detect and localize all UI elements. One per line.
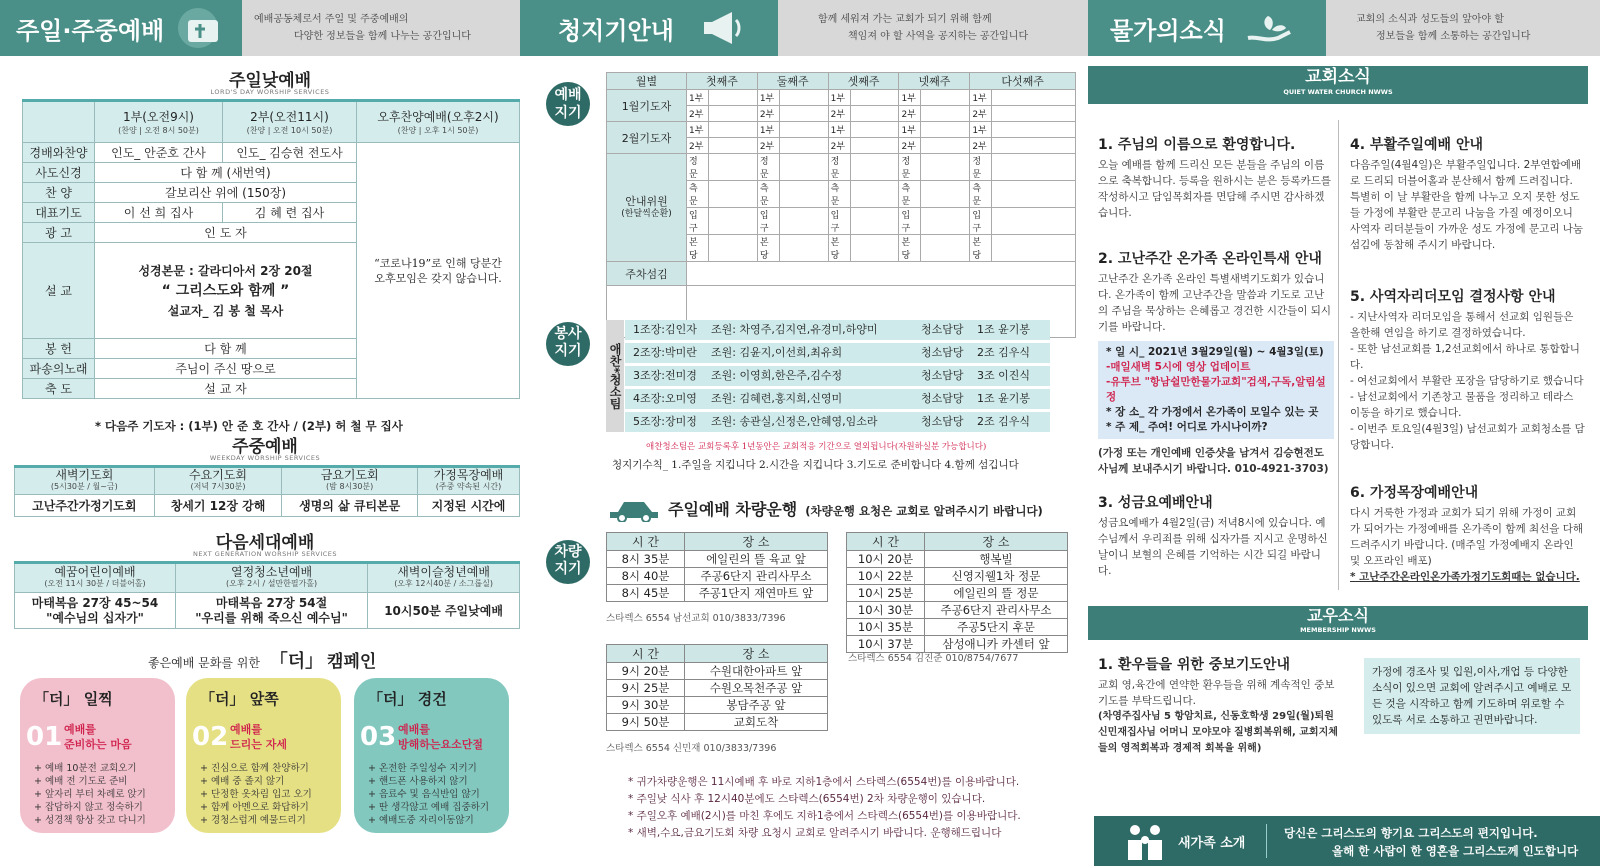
- car-table-2: 시 간 장 소 9시 20분 수원대한아파트 앞 9시 25분 수원오목천주공 앞 9시 30분 봉담주공 앞 9시 50분 교회도착: [606, 644, 828, 731]
- footer-divider: [1266, 824, 1267, 858]
- col-afternoon: 오후찬양예배(오후2시) (찬양 | 오후 1시 50분): [357, 101, 520, 143]
- campaign-card-front: 「더」 앞쪽 02 예배를 드리는 자세 + 진심으로 함께 찬양하기 + 예배 중 졸지 않기 + 단정한 옷차림 입고 오기 + 함께 아멘으로 화답하기 + 경청스럽게 예물드리기: [186, 678, 341, 833]
- campaign-list: + 예배 10분전 교회오기 + 예배 전 기도로 준비 + 앞자리 부터 차례로 앉기 + 잡담하지 않고 정숙하기 + 성경책 항상 갖고 다니기: [34, 763, 146, 826]
- cleaning-note: 애찬청소팀은 교회등록후 1년동안은 교회적응 기간으로 열외됩니다(자원하실분 가능합니다): [646, 442, 987, 452]
- footer-banner: [1094, 816, 1600, 866]
- news-4: 4. 부활주일예배 안내 다음주일(4월4일)은 부활주일입니다. 2부연합예배로 드리되 더블어홀과 분산해서 함께 드려집니다. 특별히 이 날 부활란을 함께 나누고 오지 못한 성도들 가정에 부활란 문고리 나눔을 가질 예정이오니 사역자 리더분들이 가까운 성도 가정에 문고리 나눔섬김에 동참해 주시기 바랍니다.: [1350, 137, 1584, 251]
- campaign-card-early: 「더」 일찍 01 예배를 준비하는 마음 + 예배 10분전 교회오기 + 예배 전 기도로 준비 + 앞자리 부터 차례로 앉기 + 잡담하지 않고 정숙하기 + 성경책 항상 갖고 다니기: [20, 678, 175, 833]
- car-notes: * 귀가차량운행은 11시예배 후 바로 지하1층에서 스타렉스(6554번)를 이용바랍니다. * 주일낮 식사 후 12시40분에도 스타렉스(6554번) 2차 차량운행이 있습니다. * 주일오후 예배(2시)를 마친 후에도 지하1층에서 스타렉스(6554번)를 이용바랍니다. * 새벽,수요,금요기도회 차량 요청시 교회로 알려주시기 바랍니다. 운행해드립니다: [628, 776, 1021, 839]
- header-title: 물가의소식: [1088, 0, 1326, 56]
- campaign-card-godly: 「더」 경건 03 예배를 방해하는요소단절 + 온전한 주일성수 지키기 + 핸드폰 사용하지 않기 + 음료수 및 음식반입 않기 + 딴 생각않고 예배 집중하기 + 예배도중 자리이동않기: [354, 678, 509, 833]
- aechan-label: 애찬*청소팀: [606, 320, 624, 432]
- weekday-subtitle: WEEKDAY WORSHIP SERVICES: [209, 454, 321, 462]
- nextgen-title: 다음세대예배: [215, 533, 315, 553]
- weekday-title: 주중예배: [232, 437, 298, 457]
- cleaning-team-row: 3조장:전미경 조원: 이영희,한은주,김수정 청소담당 3조 이진식: [625, 366, 1050, 386]
- header-steward: [520, 0, 1088, 56]
- footer-label: 새가족 소개: [1178, 836, 1246, 851]
- cleaning-team-row: 1조장:김인자 조원: 차영주,김지연,유경미,하양미 청소담당 1조 윤기봉: [625, 320, 1050, 340]
- steward-motto: 청지기수칙_ 1.주일을 지킵니다 2.시간을 지킵니다 3.기도로 준비합니다 4.함께 섬깁니다: [612, 459, 1019, 471]
- col-1bu: 1부(오전9시) (찬양 | 오전 8시 50분): [95, 101, 223, 143]
- next-prayer: * 다음주 기도자 : (1부) 안 준 호 간사 / (2부) 허 철 무 집사: [95, 419, 403, 433]
- bible-icon: [174, 6, 226, 50]
- news-6: 6. 가정목장예배안내 다시 거룩한 가정과 교회가 되기 위해 가정이 교회가 되어가는 가정예배를 온가족이 함께 최선을 다해 드려주시기 바랍니다. (매주일 가정예배지 온라인 및 오프라인 배포) * 고난주간온라인온가족가정기도회때는 없습니다.: [1350, 485, 1584, 583]
- car-foot-3: 스타렉스 6554 김진준 010/8754/7677: [848, 653, 1019, 664]
- member-news-bar: 교우소식 MEMBERSHIP NWWS: [1088, 606, 1588, 640]
- car-foot-1: 스타렉스 6554 남선교회 010/3833/7396: [606, 613, 786, 624]
- campaign-list: + 온전한 주일성수 지키기 + 핸드폰 사용하지 않기 + 음료수 및 음식반입 않기 + 딴 생각않고 예배 집중하기 + 예배도중 자리이동않기: [368, 763, 489, 826]
- news-2-box: * 일 시_ 2021년 3월29일(월) ~ 4월3일(토) -매일새벽 5시에 영상 업데이트 -유투브 "항남쉴만한물가교회"검색,구독,알림설정 * 장 소_ 각 가정에서 온가족이 모일수 있는 곳 * 주 제_ 주여! 어디로 가시나이까?: [1098, 341, 1334, 439]
- col-2bu: 2부(오전11시) (찬양 | 오전 10시 50분): [223, 101, 357, 143]
- header-worship: [0, 0, 520, 56]
- sunday-title: 주일낮예배: [228, 71, 312, 91]
- header-desc: 교회의 소식과 성도들의 앞아야 할 정보들을 함께 소통하는 공간입니다: [1326, 0, 1600, 56]
- circle-service-keeper: 봉사지기: [546, 322, 590, 366]
- cleaning-team-row: 4조장:오미영 조원: 김혜련,홍지희,신영미 청소담당 1조 윤기봉: [625, 389, 1050, 409]
- member-box: 가정에 경조사 및 입원,이사,개업 등 다양한 소식이 있으면 교회에 알려주시고 예배로 모든 것을 시작하고 함께 기도하며 위로할 수 있도록 서로 소통하고 권면바랍니다.: [1364, 658, 1580, 734]
- sunday-subtitle: LORD'S DAY WORSHIP SERVICES: [210, 88, 330, 96]
- sermon-cell: 성경본문 : 갈라디아서 2장 20절 “ 그리스도와 함께 ” 설교자_ 김 봉 철 목사: [95, 243, 357, 339]
- hand-plant-icon: [1242, 6, 1298, 50]
- cleaning-team-row: 2조장:박미란 조원: 김윤지,이선희,최유희 청소담당 2조 김우식: [625, 343, 1050, 363]
- circle-worship-keeper: 예배지기: [546, 82, 590, 126]
- header-desc: 함께 세워져 가는 교회가 되기 위해 함께 책임져 야 할 사역을 공지하는 공간입니다: [778, 0, 1088, 56]
- family-icon: [1122, 822, 1168, 862]
- church-news-bar: 교회소식 QUIET WATER CHURCH NWWS: [1088, 66, 1588, 104]
- weekday-table: 새벽기도회 (5시30분 / 월~금) 수요기도회 (저녁 7시30분) 금요기도회 (밤 8시30분) 가정목장예배 (주중 약속된 시간) 고난주간가정기도회 창세기 12장 강해 생명의 삶 큐티본문 지정된 시간에: [14, 465, 520, 517]
- news-2: 2. 고난주간 온가족 온라인특새 안내 고난주간 온가족 온라인 특별새벽기도회가 있습니다. 온가족이 함께 고난주간을 말씀과 기도로 고난의 주님을 묵상하는 은혜롭고 경건한 시간들이 되시기를 바랍니다. * 일 시_ 2021년 3월29일(월) ~ 4월3일(토) -매일새벽 5시에 영상 업데이트 -유투브 "항남쉴만한물가교회"검색,구독,알림설정 * 장 소_ 각 가정에서 온가족이 모일수 있는 곳 * 주 제_ 주여! 어디로 가시나이까? (가정 또는 개인예배 인증샷을 남겨서 김승현전도사님께 보내주시기 바랍니다. 010-4921-3703): [1098, 248, 1334, 477]
- car-table-3: 시 간 장 소 10시 20분 행복빌 10시 22분 신영지웰1차 정문 10시 25분 에일린의 뜰 정문 10시 30분 주공6단지 관리사무소 10시 35분 주공5단지 후문 10시 37분 삼성애니카 카센터 앞: [846, 532, 1068, 653]
- car-icon: [606, 494, 662, 522]
- megaphone-icon: [696, 6, 746, 50]
- nextgen-table: 예꿈어린이예배 (오전 11시 30분 / 더블어홀) 열정청소년예배 (오후 2시 / 설만한필가홀) 새벽이슬청년예배 (오후 12시40분 / 소그룹실) 마태복음 27장 45~54 "예수님의 십자가" 마태복음 27장 54절 "우리를 위해 죽으신 예수님" 10시50분 주일낮예배: [14, 561, 520, 629]
- header-title: 청지기안내: [520, 0, 778, 56]
- header-title: 주일·주중예배: [0, 0, 242, 56]
- header-news: [1088, 0, 1600, 56]
- prayer-schedule-table: 월별 첫째주 둘째주 셋째주 넷째주 다섯째주 1월기도자 1부 1부 1부 1부 1부 2부 2부 2부 2부 2부 2월기도자 1부 1부 1부 1부 1부 2부 2부 2부 2부 2부 안내위원 (한달씩순환) 정문 정문 정문 정문 정문 측문 측문 측문 측문 측문 입구 입구 입구 입구 입구 본당 본당 본당 본당 본당 주차섬김: [606, 72, 1076, 338]
- news-3: 3. 성금요예배안내 성금요예배가 4월2일(금) 저녁8시에 있습니다. 예수님께서 우리죄를 위해 십자가를 지시고 운명하신 날이니 보혈의 은혜를 기억하는 시간 되길 바랍니다.: [1098, 495, 1328, 577]
- news-1: 1. 주님의 이름으로 환영합니다. 오늘 예배를 함께 드리신 모든 분들을 주님의 이름으로 축복합니다. 등록을 원하시는 분은 등록카드를 작성하시고 담임목회자를 면담해 주시면 감사하겠습니다.: [1098, 137, 1332, 219]
- covid-note: “코로나19”로 인해 당분간 오후모임은 갖지 않습니다.: [357, 143, 520, 399]
- circle-car-keeper: 차량지기: [546, 540, 590, 584]
- cleaning-team-row: 5조장:장미정 조원: 송관실,신정은,안혜영,임소라 청소담당 2조 김우식: [625, 412, 1050, 432]
- nextgen-subtitle: NEXT GENERATION WORSHIP SERVICES: [192, 550, 338, 558]
- news-5: 5. 사역자리더모임 결정사항 안내 - 지난사역자 리더모임을 통해서 선교회 임원들은 올한해 연임을 하기로 결정하였습니다. - 또한 남선교회를 1,2선교회에서 하나로 통합합니다. - 여선교회에서 부활란 포장을 담당하기로 했습니다 - 남선교회에서 기존창고 물품을 정리하고 테라스 이동을 하기로 했습니다. - 이번주 토요일(4월3일) 남선교회가 교회청소를 담당합니다.: [1350, 289, 1585, 451]
- footer-text: 당신은 그리스도의 향기요 그리스도의 편지입니다. 올해 한 사람이 한 영혼을 그리스도께 인도합니다: [1284, 826, 1579, 858]
- news-divider: [1338, 120, 1339, 590]
- header-desc: 예배공동체로서 주일 및 주중예배의 다양한 정보들을 함께 나누는 공간입니다: [242, 0, 520, 56]
- car-table-1: 시 간 장 소 8시 35분 에일린의 뜰 육교 앞 8시 40분 주공6단지 관리사무소 8시 45분 주공1단지 재연마트 앞: [606, 532, 828, 602]
- sunday-table: 1부(오전9시) (찬양 | 오전 8시 50분) 2부(오전11시) (찬양 | 오전 10시 50분) 오후찬양예배(오후2시) (찬양 | 오후 1시 50분) 경배와찬양 인도_ 안준호 간사 인도_ 김승현 전도사 “코로나19”로 인해 당분간 오후모임은 갖지 않습니다. 사도신경 다 함 께 (새번역) 찬 양 갈보리산 위에 (150장) 대표기도 이 선 희 집사 김 혜 련 집사 광 고 인 도 자 설 교 성경본문 : 갈라디아서 2장 20절 “ 그리스도와 함께 ” 설교자_ 김 봉 철 목사 봉 헌 다 함 께 파송의노래 주님이 주신 땅으로 축 도 설 교 자: [22, 99, 520, 399]
- campaign-list: + 진심으로 함께 찬양하기 + 예배 중 졸지 않기 + 단정한 옷차림 입고 오기 + 함께 아멘으로 화답하기 + 경청스럽게 예물드리기: [200, 763, 312, 826]
- car-foot-2: 스타렉스 6554 신민재 010/3833/7396: [606, 743, 777, 754]
- member-news-1: 1. 환우들을 위한 중보기도안내 교회 영,육간에 연약한 환우들을 위해 계속적인 중보기도를 부탁드립니다. (차영주집사님 5 항암치료, 신동호학생 29일(월)퇴원 신민재집사님 어머니 모야모야 질병회복위해, 교회지체들의 영적회복과 경제적 회복을 위해): [1098, 657, 1338, 754]
- car-title: 주일예배 차량운행 (차량운행 요청은 교회로 알려주시기 바랍니다): [668, 500, 1043, 519]
- campaign-title: 좋은예배 문화를 위한 「더」 캠페인: [148, 651, 377, 672]
